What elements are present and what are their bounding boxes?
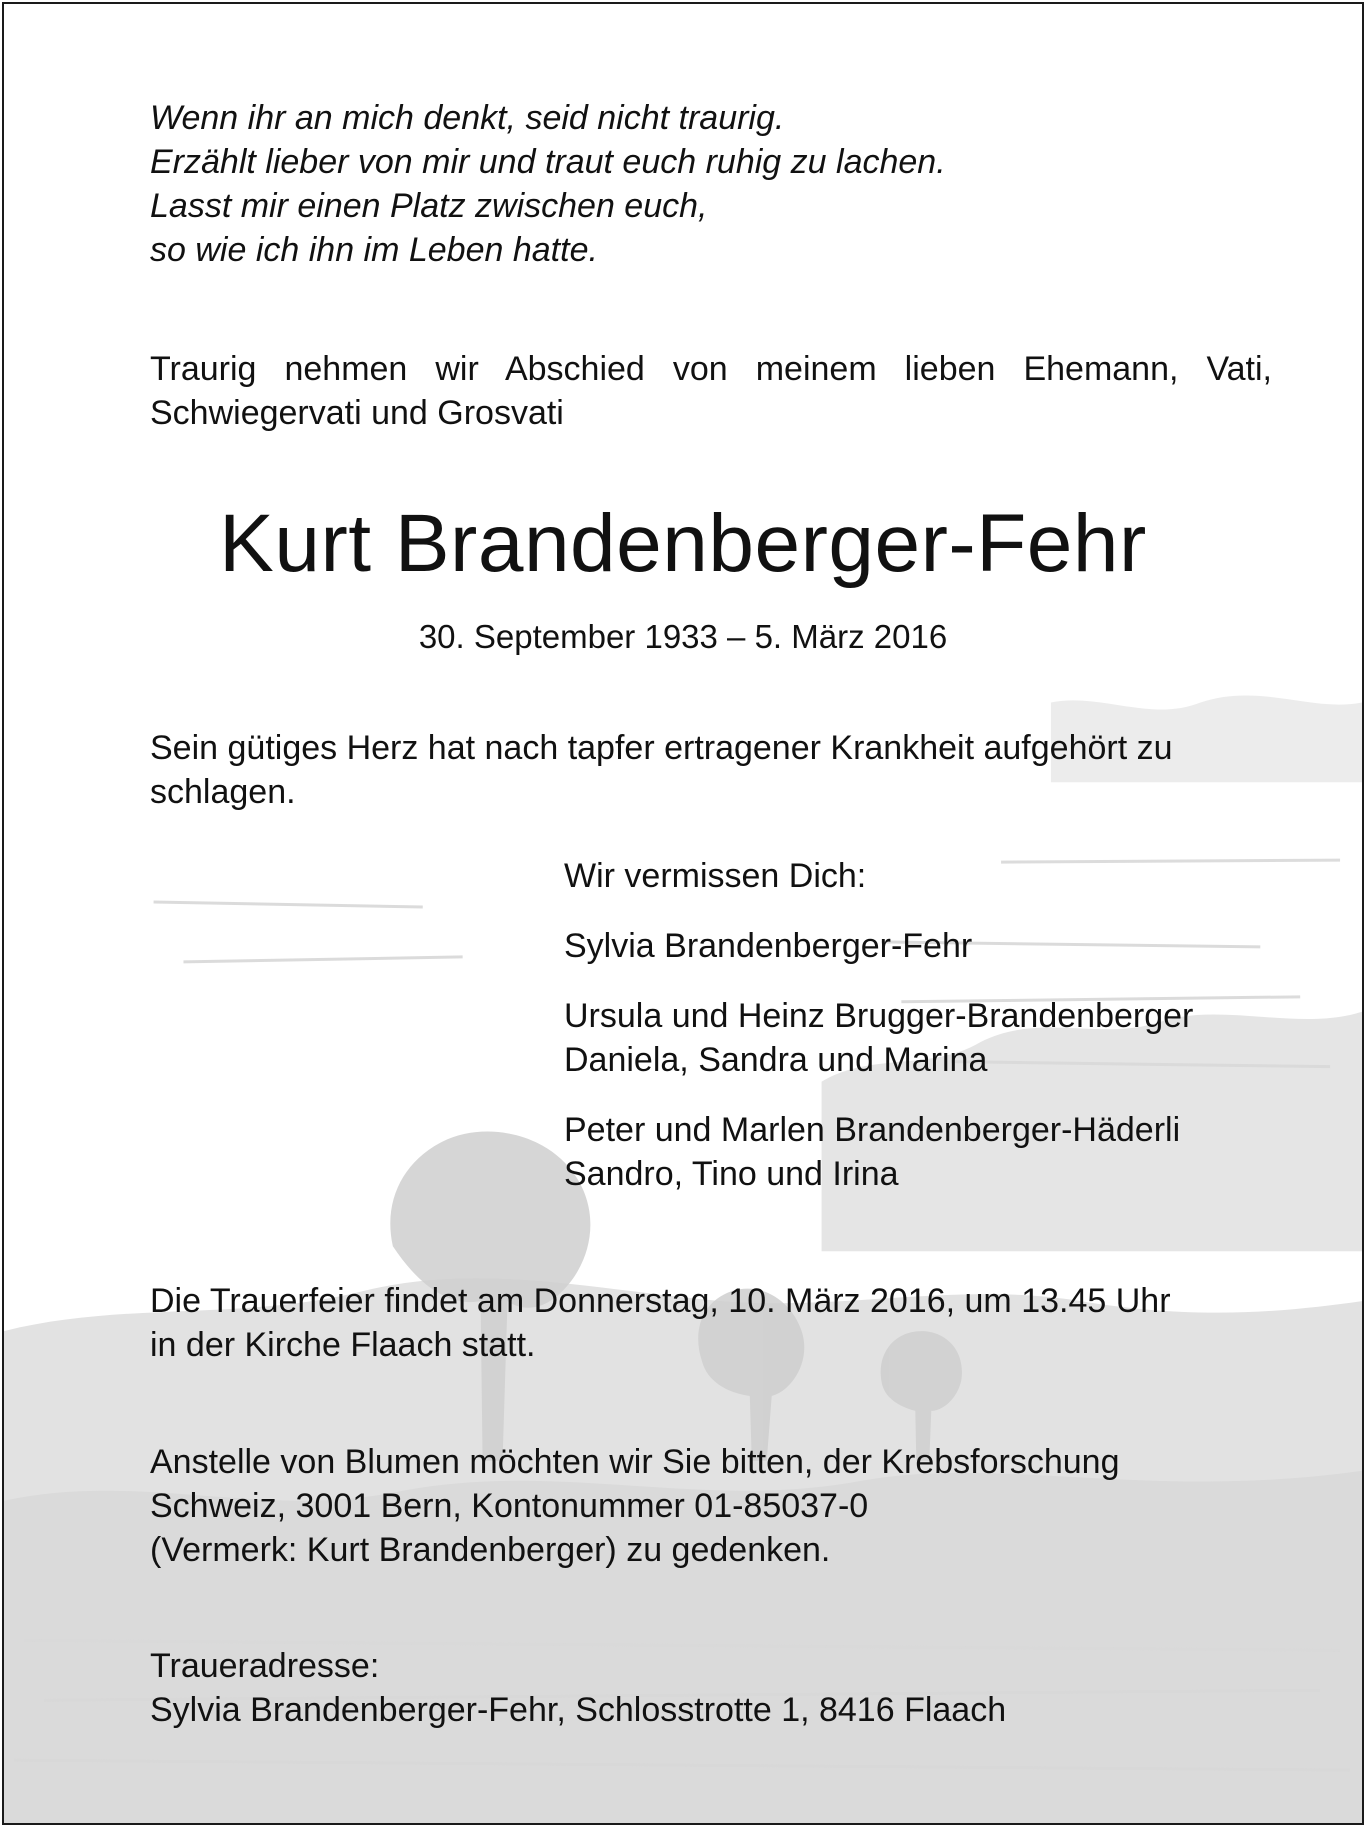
motto-verse (150, 96, 946, 272)
family-group (564, 994, 1324, 1082)
heart-text: Sein gütiges Herz hat nach tapfer ertragener Krankheit aufgehört zu schlagen. (150, 729, 1173, 811)
motto-line: Wenn ihr an mich denkt, seid nicht traurig. (150, 99, 785, 137)
family-member: Sandro, Tino und Irina (564, 1155, 899, 1193)
family-member: Daniela, Sandra und Marina (564, 1041, 988, 1079)
motto-line: Erzählt lieber von mir und traut euch ruhig zu lachen. (150, 143, 946, 181)
address-value: Sylvia Brandenberger-Fehr, Schlosstrotte 1, 8416 Flaach (150, 1691, 1007, 1729)
family-member: Sylvia Brandenberger-Fehr (564, 927, 973, 965)
donation-line: (Vermerk: Kurt Brandenberger) zu gedenken. (150, 1531, 831, 1569)
donation-line: Anstelle von Blumen möchten wir Sie bitten, der Krebsforschung (150, 1443, 1120, 1481)
deceased-name: Kurt Brandenberger-Fehr (219, 498, 1147, 589)
service-info (150, 1279, 1270, 1367)
service-line: Die Trauerfeier findet am Donnerstag, 10. März 2016, um 13.45 Uhr (150, 1282, 1171, 1320)
motto-line: so wie ich ihn im Leben hatte. (150, 231, 598, 269)
family-member: Peter und Marlen Brandenberger-Häderli (564, 1111, 1181, 1149)
donation-line: Schweiz, 3001 Bern, Kontonummer 01-85037-0 (150, 1487, 869, 1525)
motto-line: Lasst mir einen Platz zwischen euch, (150, 187, 708, 225)
obituary-notice (2, 2, 1364, 1825)
family-group (564, 924, 1324, 968)
family-list (564, 854, 1324, 1222)
donation-info (150, 1440, 1270, 1572)
family-group (564, 1108, 1324, 1196)
service-line: in der Kirche Flaach statt. (150, 1326, 536, 1364)
mourning-address (150, 1644, 1270, 1732)
family-heading: Wir vermissen Dich: (564, 857, 867, 895)
life-dates: 30. September 1933 – 5. März 2016 (418, 618, 948, 655)
intro-text: Traurig nehmen wir Abschied von meinem lieben Ehemann, Vati, Schwiegervati und Grosvati (150, 350, 1272, 432)
address-label: Traueradresse: (150, 1647, 380, 1685)
family-member: Ursula und Heinz Brugger-Brandenberger (564, 997, 1194, 1035)
